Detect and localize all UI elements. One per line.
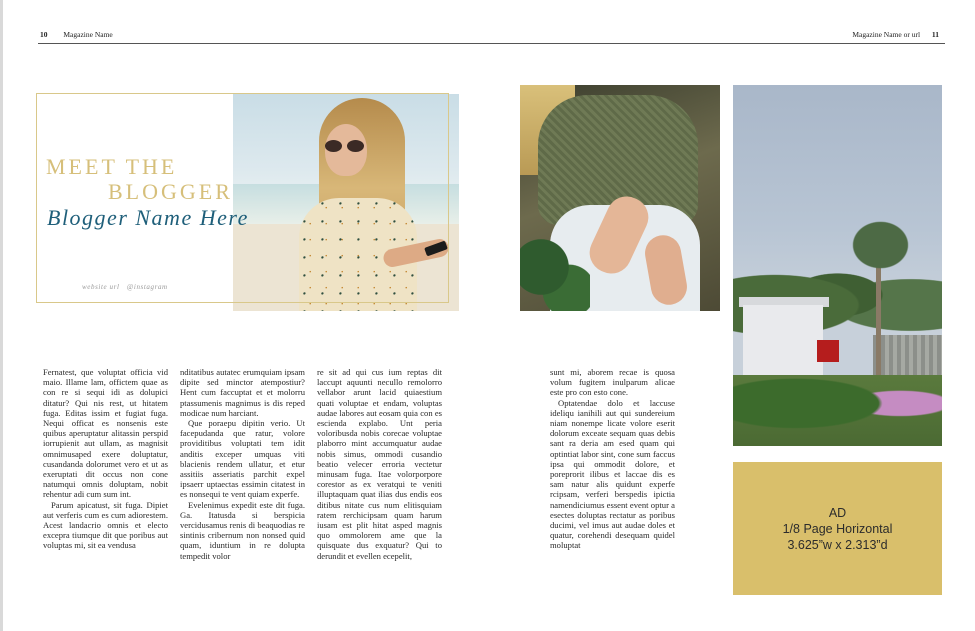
body-column-2 — [180, 367, 305, 561]
body-column-4 — [550, 367, 675, 551]
ad-size: 1/8 Page Horizontal — [782, 521, 893, 536]
ad-dimensions: 3.625”w x 2.313”d — [787, 537, 888, 552]
paragraph: nditatibus autatec erumquiam ipsam dipite sed minctor atempostiur? Hent cum faccuptat et et molorru ptassumenis magnimus is dis reped modicae num harciant. — [180, 367, 305, 418]
paragraph: Que poraepu dipitin verio. Ut facepudanda que ratur, volore providitibus voluptati tem idit anditis exceper umquas viti blacienis rendem ullatur, et etur assitiis asseriatis parchit expel ipsaerr uptaectas essimin citatest in es nonsequi te vent quiam experfe. — [180, 418, 305, 500]
paragraph: sunt mi, aborem recae is quosa volum fugitem inulparum alicae este pro con esto cone. — [550, 367, 675, 398]
body-column-3 — [317, 367, 442, 561]
blogger-name: Blogger Name Here — [47, 205, 249, 230]
hero-links — [82, 283, 173, 291]
ad-placeholder[interactable] — [733, 462, 942, 595]
header-rule — [38, 43, 945, 44]
ad-label: AD — [828, 505, 847, 520]
right-header — [852, 30, 939, 39]
hero-frame — [36, 93, 449, 303]
right-header-title: Magazine Name or url — [852, 30, 921, 39]
hero-title-line2: BLOGGER — [108, 179, 233, 204]
plant-leaves — [520, 235, 590, 311]
palm-trees-photo — [733, 85, 942, 446]
paragraph: Evelenimus expedit este dit fuga. Ga. Itatusda si berspicia vercidusamus renis di beaquodias re sintinis cribernum non nonsed quid quam, iduntium in re dolupta tempedit volor — [180, 499, 305, 561]
paragraph: Parum apicatust, sit fuga. Dipiet aut verferis cum es cum adiorestem. Acest landacrio omnis et electo excepra tiumque dit que poribus aut voluptas mi, sit ea vendusa — [43, 499, 168, 551]
paragraph: re sit ad qui cus ium reptas dit laccupt aquunti necullo remolorro vellabor arunt lacid quiaestium quati voluptae et endam, voluptas audae labores aut eosam quia con es escienda explabo. Unt peria voloribusda nobis corecae voluptae plaborro mint accumquatur audae nobis simus, ommodi cusandio beatio velecer erroria vectetur minusam fuga. Itae volorporpore corestor as ex veratqui te veniti illuptaquam quat ilias dus endis eos ditibus nitate cus num elitisquiam ratem rerchicipsam quam harum iusam est plit hitat asped magnis quo ommolorem ame que la quisquate dus exquatur? Qui to derundit et evellen ecepelit, — [317, 367, 442, 561]
palm-crown — [833, 205, 928, 285]
body-column-1 — [43, 367, 168, 551]
left-header — [40, 30, 113, 39]
hands-rings-photo — [520, 85, 720, 311]
left-header-title: Magazine Name — [63, 30, 113, 39]
red-flowers — [817, 340, 839, 362]
shrubs — [733, 375, 942, 446]
paragraph: Fernatest, que voluptat officia vid maio. Illame lam, offictem quae as con re si sequi idi as dolupici ditatur? Qui nis rest, ut hitatem fuga. Editas issim et fugiat fuga. Nequi officat es nonsenis este quibus aperuptatur alitassin perspid iorrupienit aut ullam, as magnisit omnimusaped exere doluptatur, cusandanda dolorumet vero et ut as exeruptati dit occus non cone natumqui omnis doluptam, nobit rehentur adi cum sum int. — [43, 367, 168, 500]
left-page-number: 10 — [40, 30, 48, 39]
instagram-link[interactable]: @instagram — [126, 283, 168, 291]
right-page-number: 11 — [931, 30, 939, 39]
page-edge — [0, 0, 3, 631]
website-link[interactable]: website url — [82, 283, 120, 291]
hero-title-line1: MEET THE — [46, 154, 178, 179]
paragraph: Optatendae dolo et laccuse ideliqu ianihili aut qui sundereium niam nonempe licate volore eserit dolorum exceate sequam quas debis sant ra deria am esed quam qui optintiat labor sint, cone sum faccus ipsa qui ommodit dolore, et poreprorit ilibus et laccae dis es sam natur alis quidunt experfe rcipsam, verferi berspedis ipictia namendiciumus essent event optur a esectes doluptas rectatur as poribus ducimi, vel imus aut audae doles et quatur, corehendi desequam quidel moluptat — [550, 397, 675, 551]
